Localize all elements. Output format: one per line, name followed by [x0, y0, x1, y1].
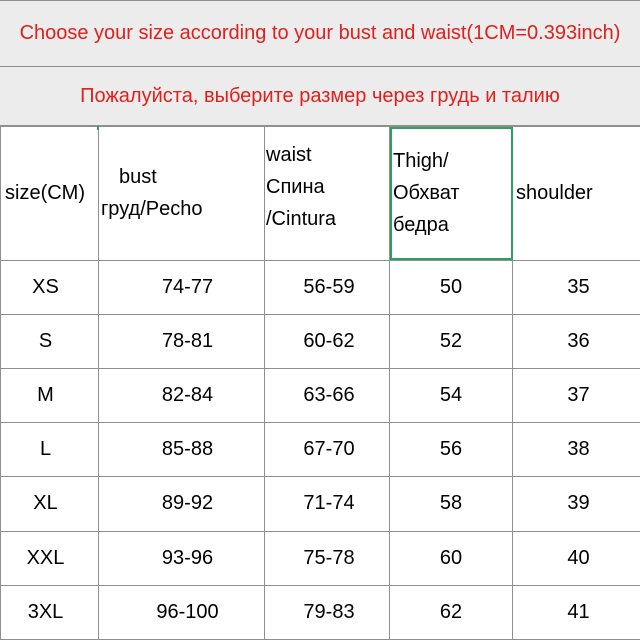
cell-shoulder: 39: [513, 477, 640, 531]
header-thigh-line2: бедра: [393, 214, 449, 237]
header-shoulder: shoulder: [513, 127, 640, 261]
header-bust-line2: груд/Pecho: [101, 198, 203, 221]
header-bust-line1: bust: [119, 166, 157, 189]
cell-size: XS: [1, 260, 99, 314]
cell-size: XXL: [1, 531, 99, 585]
header-waist-line3: /Cintura: [266, 208, 337, 230]
cell-size: 3XL: [1, 585, 99, 639]
cell-waist: 79-83: [265, 585, 390, 639]
cell-waist: 63-66: [265, 368, 390, 422]
header-waist-line1: waist: [266, 144, 312, 166]
cell-bust: 74-77: [99, 260, 265, 314]
cell-size: L: [1, 423, 99, 477]
cell-size: M: [1, 368, 99, 422]
cell-thigh: 56: [390, 423, 513, 477]
header-thigh: [390, 127, 513, 261]
cell-size: XL: [1, 477, 99, 531]
header-size: size(CM): [1, 127, 99, 261]
cell-shoulder: 37: [513, 368, 640, 422]
cell-waist: 60-62: [265, 314, 390, 368]
table-row: [1, 260, 640, 314]
table-row: [1, 585, 640, 639]
table-row: [1, 314, 640, 368]
cell-thigh: 62: [390, 585, 513, 639]
banner-english: Choose your size according to your bust and waist(1CM=0.393inch): [0, 0, 640, 67]
table-row: [1, 477, 640, 531]
header-waist-line2: Спина: [266, 176, 325, 198]
header-thigh-line1: Thigh/Обхват: [393, 150, 460, 205]
cell-waist: 75-78: [265, 531, 390, 585]
cell-bust: 89-92: [99, 477, 265, 531]
table-row: [1, 368, 640, 422]
cell-thigh: 58: [390, 477, 513, 531]
cell-size: S: [1, 314, 99, 368]
cell-thigh: 54: [390, 368, 513, 422]
table-row: [1, 531, 640, 585]
cell-bust: 78-81: [99, 314, 265, 368]
cell-bust: 82-84: [99, 368, 265, 422]
size-table: [0, 126, 640, 640]
cell-shoulder: 38: [513, 423, 640, 477]
cell-shoulder: 36: [513, 314, 640, 368]
table-row: [1, 423, 640, 477]
cell-shoulder: 41: [513, 585, 640, 639]
header-waist: [265, 127, 390, 261]
cell-waist: 71-74: [265, 477, 390, 531]
cell-waist: 56-59: [265, 260, 390, 314]
cell-waist: 67-70: [265, 423, 390, 477]
header-row: [1, 127, 640, 261]
cell-thigh: 52: [390, 314, 513, 368]
banner-russian: Пожалуйста, выберите размер через грудь и талию: [0, 67, 640, 126]
cell-bust: 85-88: [99, 423, 265, 477]
cell-bust: 93-96: [99, 531, 265, 585]
green-tick-mark: [97, 126, 99, 130]
cell-bust: 96-100: [99, 585, 265, 639]
cell-shoulder: 35: [513, 260, 640, 314]
header-bust: [99, 127, 265, 261]
cell-thigh: 50: [390, 260, 513, 314]
cell-shoulder: 40: [513, 531, 640, 585]
cell-thigh: 60: [390, 531, 513, 585]
